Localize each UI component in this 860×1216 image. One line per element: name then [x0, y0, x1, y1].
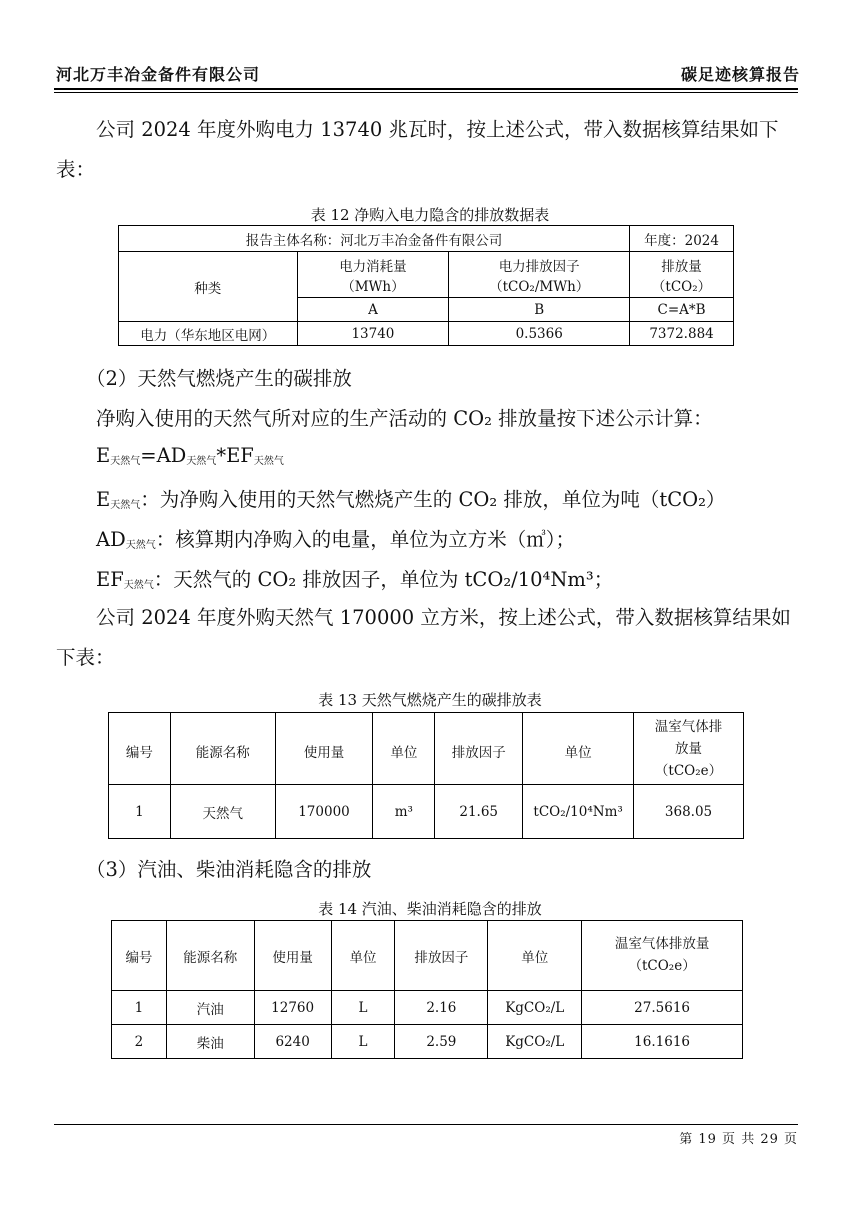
table12-type-header: 种类: [119, 252, 298, 322]
table14-caption: 表 14 汽油、柴油消耗隐含的排放: [318, 900, 542, 918]
table12-col2-header: [449, 252, 630, 298]
def-ef-label: EF: [96, 568, 124, 591]
table12-col3-letter: C=A*B: [630, 298, 734, 322]
ghg-header-l1: 温室气体排: [654, 718, 723, 735]
table12-entity: 报告主体名称：河北万丰冶金备件有限公司: [119, 226, 630, 252]
ghg14-header-l1: 温室气体排放量: [614, 936, 710, 952]
table14-cell: 27.5616: [582, 991, 743, 1025]
table14-cell: 汽油: [166, 991, 254, 1025]
table13-cell: 天然气: [170, 785, 275, 839]
table13-cell: tCO₂/10⁴Nm³: [523, 785, 634, 839]
table14-cell: 16.1616: [582, 1025, 743, 1059]
table13: [108, 712, 744, 839]
formula-ef: *EF: [216, 444, 254, 467]
def-ef-line: [96, 564, 613, 592]
col2-unit: （tCO₂/MWh）: [489, 278, 590, 295]
table12: [118, 225, 734, 346]
def-ef-sub: 天然气: [123, 580, 154, 591]
col1-unit: （MWh）: [341, 278, 405, 295]
table13-header-factor: 排放因子: [435, 713, 523, 785]
section3-heading: （3）汽油、柴油消耗隐含的排放: [86, 858, 372, 881]
table13-header-factor-unit: 单位: [523, 713, 634, 785]
table14-cell: 2: [112, 1025, 167, 1059]
table14-cell: 12760: [254, 991, 331, 1025]
table14-cell: 2.59: [395, 1025, 488, 1059]
table14-cell: 2.16: [395, 991, 488, 1025]
table13-header-energy: 能源名称: [170, 713, 275, 785]
table13-cell: 368.05: [634, 785, 744, 839]
table14-header-energy: 能源名称: [166, 921, 254, 991]
def-e-line: [96, 484, 725, 512]
table13-header-id: 编号: [109, 713, 171, 785]
formula-e: E: [96, 444, 111, 467]
formula-sub-2: 天然气: [186, 456, 217, 467]
ghg-header-l2: 放量: [675, 740, 703, 757]
def-ad-label: AD: [96, 528, 126, 551]
table14-cell: 柴油: [166, 1025, 254, 1059]
table13-caption: 表 13 天然气燃烧产生的碳排放表: [318, 691, 542, 709]
table12-row-consumption: 13740: [297, 322, 449, 346]
intro-paragraph: 公司 2024 年度外购电力 13740 兆瓦时，按上述公式，带入数据核算结果如下表：: [56, 118, 779, 181]
table13-header-usage: 使用量: [275, 713, 373, 785]
table14-header-usage: 使用量: [254, 921, 331, 991]
formula: [96, 444, 284, 467]
section2-desc: 净购入使用的天然气所对应的生产活动的 CO₂ 排放量按下述公示计算：: [96, 407, 713, 430]
table12-col3-header: [630, 252, 734, 298]
table12-col2-letter: B: [449, 298, 630, 322]
col3-name: 排放量: [661, 258, 702, 275]
table12-year: 年度：2024: [630, 226, 734, 252]
table12-col1-header: [297, 252, 449, 298]
header-rule: [54, 88, 798, 90]
def-e-text: ：为净购入使用的天然气燃烧产生的 CO₂ 排放，单位为吨（tCO₂）: [140, 488, 726, 511]
table13-cell: 170000: [275, 785, 373, 839]
table14-cell: KgCO₂/L: [488, 1025, 582, 1059]
table14: [111, 920, 743, 1059]
def-e-sub: 天然气: [110, 500, 141, 511]
table13-header-unit: 单位: [373, 713, 435, 785]
table13-cell: 21.65: [435, 785, 523, 839]
def-ad-text: ：核算期内净购入的电量，单位为立方米（㎥）；: [155, 528, 575, 551]
ghg14-header-l2: （tCO₂e）: [628, 958, 696, 974]
report-title: 碳足迹核算报告: [680, 65, 800, 84]
table14-cell: KgCO₂/L: [488, 991, 582, 1025]
footer-rule: [54, 1124, 798, 1125]
col1-name: 电力消耗量: [339, 258, 407, 275]
table14-cell: 6240: [254, 1025, 331, 1059]
table13-cell: 1: [109, 785, 171, 839]
def-ad-sub: 天然气: [125, 540, 156, 551]
table12-row-emission: 7372.884: [630, 322, 734, 346]
table12-caption: 表 12 净购入电力隐含的排放数据表: [310, 206, 550, 224]
def-ad-line: [96, 524, 575, 552]
col3-unit: （tCO₂）: [651, 278, 712, 295]
ghg-header-l3: （tCO₂e）: [654, 762, 723, 779]
table14-header-factor-unit: 单位: [488, 921, 582, 991]
table14-cell: L: [331, 991, 395, 1025]
formula-sub-1: 天然气: [110, 456, 141, 467]
formula-ad: =AD: [140, 444, 187, 467]
def-ef-text: ：天然气的 CO₂ 排放因子，单位为 tCO₂/10⁴Nm³；: [153, 568, 614, 591]
section2-result-paragraph: 公司 2024 年度外购天然气 170000 立方米，按上述公式，带入数据核算结果如下表：: [56, 606, 791, 669]
table12-row-factor: 0.5366: [449, 322, 630, 346]
col2-name: 电力排放因子: [498, 258, 580, 275]
page-number: 第 19 页 共 29 页: [679, 1132, 798, 1147]
table14-header-unit: 单位: [331, 921, 395, 991]
formula-sub-3: 天然气: [253, 456, 284, 467]
table12-col1-letter: A: [297, 298, 449, 322]
table14-header-id: 编号: [112, 921, 167, 991]
table13-cell: m³: [373, 785, 435, 839]
table14-header-factor: 排放因子: [395, 921, 488, 991]
table12-row-name: 电力（华东地区电网）: [119, 322, 298, 346]
def-e-label: E: [96, 488, 111, 511]
table14-header-ghg: [582, 921, 743, 991]
header-rule-thin: [54, 92, 798, 93]
table14-cell: L: [331, 1025, 395, 1059]
company-name: 河北万丰冶金备件有限公司: [56, 65, 261, 84]
section2-heading: （2）天然气燃烧产生的碳排放: [86, 367, 352, 390]
table13-header-ghg: [634, 713, 744, 785]
table14-cell: 1: [112, 991, 167, 1025]
